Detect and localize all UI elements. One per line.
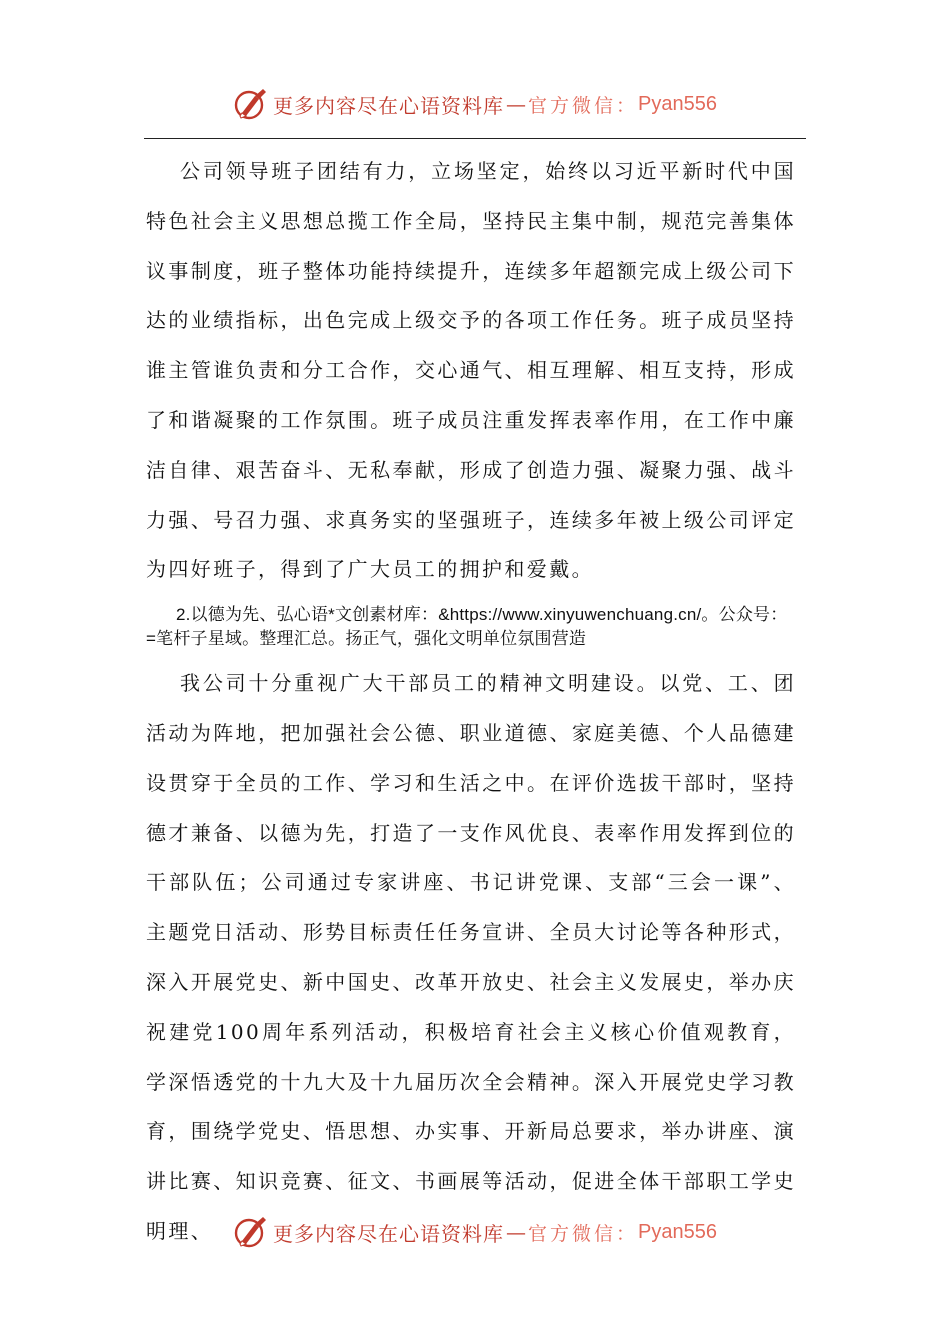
body-paragraph-2: 我公司十分重视广大干部员工的精神文明建设。以党、工、团活动为阵地，把加强社会公德、职业道德、家庭美德、个人品德建设贯穿于全员的工作、学习和生活之中。在评价选拔干部时，坚持德才兼备、以德为先，打造了一支作风优良、表率作用发挥到位的干部队伍；公司通过专家讲座、书记讲党课、支部“三会一课”、主题党日活动、形势目标责任任务宣讲、全员大讨论等各种形式，深入开展党史、新中国史、改革开放史、社会主义发展史，举办庆祝建党100周年系列活动，积极培育社会主义核心价值观教育，学深悟透党的十九大及十九届历次全会精神。深入开展党史学习教育，围绕学党史、悟思想、办实事、开新局总要求，举办讲座、演讲比赛、知识竞赛、征文、书画展等活动，促进全体干部职工学史明理、 xyxy=(146,671,796,1243)
header-banner xyxy=(0,84,950,124)
banner-title: 更多内容尽在心语资料库 xyxy=(273,93,504,118)
banner-wechat-id: Pyan556 xyxy=(638,92,717,115)
banner-wechat-id: Pyan556 xyxy=(638,1220,717,1243)
footer-banner xyxy=(0,1212,950,1252)
banner-title: 更多内容尽在心语资料库 xyxy=(273,1221,504,1246)
pen-logo-icon xyxy=(233,86,269,122)
banner-wechat-label: 官方微信： xyxy=(528,1222,639,1245)
banner-separator: — xyxy=(506,1220,526,1244)
banner-separator: — xyxy=(506,92,526,116)
section-heading-2: 2.以德为先、弘心语*文创素材库：&https://www.xinyuwenchuang.cn/。公众号：=笔杆子星域。整理汇总。扬正气，强化文明单位氛围营造 xyxy=(146,605,788,649)
document-body xyxy=(146,147,796,1257)
banner-wechat-label: 官方微信： xyxy=(528,94,639,117)
header-divider xyxy=(144,138,806,139)
pen-logo-icon xyxy=(233,1214,269,1250)
body-paragraph-1: 公司领导班子团结有力，立场坚定，始终以习近平新时代中国特色社会主义思想总揽工作全局，坚持民主集中制，规范完善集体议事制度，班子整体功能持续提升，连续多年超额完成上级公司下达的业绩指标，出色完成上级交予的各项工作任务。班子成员坚持谁主管谁负责和分工合作，交心通气、相互理解、相互支持，形成了和谐凝聚的工作氛围。班子成员注重发挥表率作用，在工作中廉洁自律、艰苦奋斗、无私奉献，形成了创造力强、凝聚力强、战斗力强、号召力强、求真务实的坚强班子，连续多年被上级公司评定为四好班子，得到了广大员工的拥护和爱戴。 xyxy=(146,159,796,582)
